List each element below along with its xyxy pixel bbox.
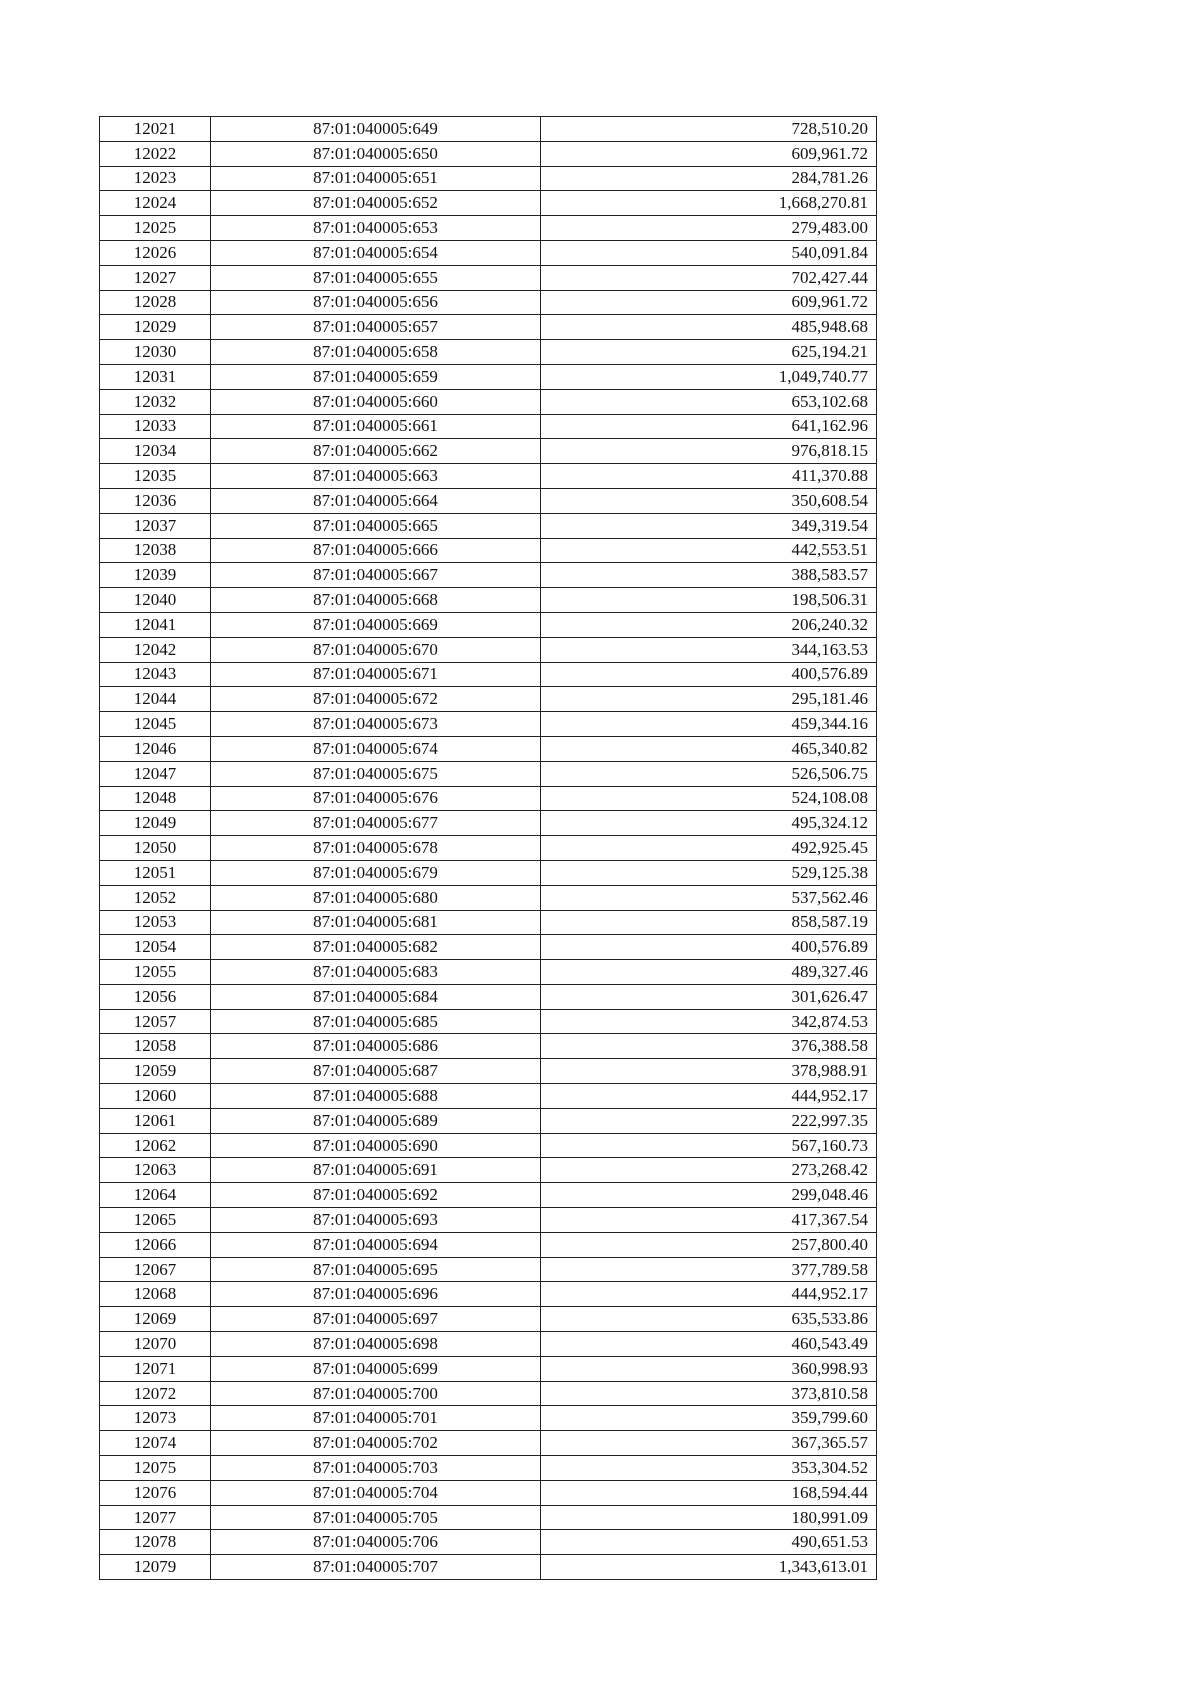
row-number-cell: 12076 — [100, 1480, 211, 1505]
table-row — [100, 1505, 877, 1530]
cadastral-value-cell: 367,365.57 — [541, 1431, 877, 1456]
cadastral-value-cell: 635,533.86 — [541, 1307, 877, 1332]
row-number-cell: 12074 — [100, 1431, 211, 1456]
cadastral-value-cell: 301,626.47 — [541, 984, 877, 1009]
table-row — [100, 687, 877, 712]
cadastral-number-cell: 87:01:040005:688 — [211, 1084, 541, 1109]
table-row — [100, 1133, 877, 1158]
cadastral-value-cell: 279,483.00 — [541, 216, 877, 241]
cadastral-number-cell: 87:01:040005:706 — [211, 1530, 541, 1555]
cadastral-value-cell: 442,553.51 — [541, 538, 877, 563]
cadastral-number-cell: 87:01:040005:657 — [211, 315, 541, 340]
cadastral-number-cell: 87:01:040005:695 — [211, 1257, 541, 1282]
cadastral-value-cell: 444,952.17 — [541, 1084, 877, 1109]
table-row — [100, 1108, 877, 1133]
cadastral-number-cell: 87:01:040005:680 — [211, 885, 541, 910]
row-number-cell: 12030 — [100, 340, 211, 365]
cadastral-value-cell: 273,268.42 — [541, 1158, 877, 1183]
table-row — [100, 1009, 877, 1034]
row-number-cell: 12032 — [100, 389, 211, 414]
row-number-cell: 12033 — [100, 414, 211, 439]
row-number-cell: 12039 — [100, 563, 211, 588]
cadastral-value-cell: 350,608.54 — [541, 488, 877, 513]
row-number-cell: 12078 — [100, 1530, 211, 1555]
cadastral-value-cell: 353,304.52 — [541, 1456, 877, 1481]
cadastral-number-cell: 87:01:040005:700 — [211, 1381, 541, 1406]
table-row — [100, 538, 877, 563]
cadastral-value-cell: 465,340.82 — [541, 736, 877, 761]
cadastral-value-cell: 459,344.16 — [541, 712, 877, 737]
table-row — [100, 1431, 877, 1456]
cadastral-value-cell: 349,319.54 — [541, 513, 877, 538]
cadastral-number-cell: 87:01:040005:669 — [211, 612, 541, 637]
cadastral-number-cell: 87:01:040005:702 — [211, 1431, 541, 1456]
row-number-cell: 12041 — [100, 612, 211, 637]
row-number-cell: 12045 — [100, 712, 211, 737]
row-number-cell: 12060 — [100, 1084, 211, 1109]
cadastral-value-cell: 206,240.32 — [541, 612, 877, 637]
cadastral-value-cell: 524,108.08 — [541, 786, 877, 811]
cadastral-number-cell: 87:01:040005:703 — [211, 1456, 541, 1481]
cadastral-value-cell: 653,102.68 — [541, 389, 877, 414]
row-number-cell: 12036 — [100, 488, 211, 513]
row-number-cell: 12049 — [100, 811, 211, 836]
cadastral-value-cell: 257,800.40 — [541, 1232, 877, 1257]
table-row — [100, 117, 877, 142]
cadastral-number-cell: 87:01:040005:691 — [211, 1158, 541, 1183]
cadastral-value-cell: 359,799.60 — [541, 1406, 877, 1431]
row-number-cell: 12054 — [100, 935, 211, 960]
cadastral-value-cell: 1,343,613.01 — [541, 1555, 877, 1580]
cadastral-number-cell: 87:01:040005:675 — [211, 761, 541, 786]
table-row — [100, 1034, 877, 1059]
row-number-cell: 12021 — [100, 117, 211, 142]
table-row — [100, 1555, 877, 1580]
cadastral-value-cell: 702,427.44 — [541, 265, 877, 290]
table-row — [100, 1332, 877, 1357]
cadastral-number-cell: 87:01:040005:655 — [211, 265, 541, 290]
cadastral-value-cell: 444,952.17 — [541, 1282, 877, 1307]
cadastral-number-cell: 87:01:040005:671 — [211, 662, 541, 687]
cadastral-value-cell: 625,194.21 — [541, 340, 877, 365]
row-number-cell: 12069 — [100, 1307, 211, 1332]
cadastral-number-cell: 87:01:040005:704 — [211, 1480, 541, 1505]
cadastral-number-cell: 87:01:040005:662 — [211, 439, 541, 464]
table-row — [100, 960, 877, 985]
cadastral-number-cell: 87:01:040005:652 — [211, 191, 541, 216]
row-number-cell: 12059 — [100, 1059, 211, 1084]
cadastral-number-cell: 87:01:040005:658 — [211, 340, 541, 365]
cadastral-value-cell: 858,587.19 — [541, 910, 877, 935]
cadastral-value-cell: 526,506.75 — [541, 761, 877, 786]
table-row — [100, 860, 877, 885]
cadastral-value-cell: 411,370.88 — [541, 464, 877, 489]
row-number-cell: 12061 — [100, 1108, 211, 1133]
table-row — [100, 761, 877, 786]
table-row — [100, 513, 877, 538]
cadastral-number-cell: 87:01:040005:664 — [211, 488, 541, 513]
row-number-cell: 12022 — [100, 141, 211, 166]
table-row — [100, 1208, 877, 1233]
row-number-cell: 12055 — [100, 960, 211, 985]
row-number-cell: 12058 — [100, 1034, 211, 1059]
cadastral-number-cell: 87:01:040005:661 — [211, 414, 541, 439]
row-number-cell: 12053 — [100, 910, 211, 935]
table-row — [100, 910, 877, 935]
cadastral-number-cell: 87:01:040005:663 — [211, 464, 541, 489]
table-row — [100, 1158, 877, 1183]
row-number-cell: 12040 — [100, 588, 211, 613]
cadastral-number-cell: 87:01:040005:672 — [211, 687, 541, 712]
cadastral-number-cell: 87:01:040005:651 — [211, 166, 541, 191]
cadastral-number-cell: 87:01:040005:707 — [211, 1555, 541, 1580]
row-number-cell: 12052 — [100, 885, 211, 910]
row-number-cell: 12046 — [100, 736, 211, 761]
cadastral-number-cell: 87:01:040005:681 — [211, 910, 541, 935]
table-row — [100, 364, 877, 389]
cadastral-value-cell: 485,948.68 — [541, 315, 877, 340]
cadastral-value-cell: 284,781.26 — [541, 166, 877, 191]
row-number-cell: 12065 — [100, 1208, 211, 1233]
table-row — [100, 488, 877, 513]
row-number-cell: 12028 — [100, 290, 211, 315]
row-number-cell: 12042 — [100, 637, 211, 662]
cadastral-number-cell: 87:01:040005:682 — [211, 935, 541, 960]
cadastral-value-cell: 609,961.72 — [541, 141, 877, 166]
table-row — [100, 240, 877, 265]
cadastral-value-cell: 641,162.96 — [541, 414, 877, 439]
row-number-cell: 12043 — [100, 662, 211, 687]
cadastral-value-cell: 537,562.46 — [541, 885, 877, 910]
table-row — [100, 1257, 877, 1282]
table-row — [100, 1530, 877, 1555]
table-row — [100, 1381, 877, 1406]
table-row — [100, 414, 877, 439]
cadastral-number-cell: 87:01:040005:666 — [211, 538, 541, 563]
cadastral-number-cell: 87:01:040005:694 — [211, 1232, 541, 1257]
cadastral-value-cell: 198,506.31 — [541, 588, 877, 613]
cadastral-value-cell: 388,583.57 — [541, 563, 877, 588]
cadastral-number-cell: 87:01:040005:705 — [211, 1505, 541, 1530]
cadastral-value-cell: 728,510.20 — [541, 117, 877, 142]
cadastral-number-cell: 87:01:040005:668 — [211, 588, 541, 613]
cadastral-number-cell: 87:01:040005:698 — [211, 1332, 541, 1357]
cadastral-number-cell: 87:01:040005:667 — [211, 563, 541, 588]
cadastral-number-cell: 87:01:040005:701 — [211, 1406, 541, 1431]
cadastral-number-cell: 87:01:040005:690 — [211, 1133, 541, 1158]
table-row — [100, 885, 877, 910]
cadastral-number-cell: 87:01:040005:692 — [211, 1183, 541, 1208]
cadastral-number-cell: 87:01:040005:674 — [211, 736, 541, 761]
cadastral-number-cell: 87:01:040005:689 — [211, 1108, 541, 1133]
cadastral-number-cell: 87:01:040005:699 — [211, 1356, 541, 1381]
cadastral-number-cell: 87:01:040005:693 — [211, 1208, 541, 1233]
cadastral-number-cell: 87:01:040005:679 — [211, 860, 541, 885]
cadastral-value-cell: 495,324.12 — [541, 811, 877, 836]
row-number-cell: 12072 — [100, 1381, 211, 1406]
table-row — [100, 1232, 877, 1257]
table-row — [100, 612, 877, 637]
row-number-cell: 12068 — [100, 1282, 211, 1307]
cadastral-value-cell: 295,181.46 — [541, 687, 877, 712]
table-row — [100, 811, 877, 836]
cadastral-number-cell: 87:01:040005:684 — [211, 984, 541, 1009]
row-number-cell: 12050 — [100, 836, 211, 861]
table-row — [100, 1356, 877, 1381]
cadastral-value-cell: 377,789.58 — [541, 1257, 877, 1282]
cadastral-value-cell: 376,388.58 — [541, 1034, 877, 1059]
cadastral-number-cell: 87:01:040005:650 — [211, 141, 541, 166]
table-row — [100, 166, 877, 191]
cadastral-number-cell: 87:01:040005:685 — [211, 1009, 541, 1034]
cadastral-value-cell: 492,925.45 — [541, 836, 877, 861]
row-number-cell: 12026 — [100, 240, 211, 265]
table-row — [100, 637, 877, 662]
row-number-cell: 12057 — [100, 1009, 211, 1034]
row-number-cell: 12037 — [100, 513, 211, 538]
row-number-cell: 12073 — [100, 1406, 211, 1431]
cadastral-value-cell: 976,818.15 — [541, 439, 877, 464]
cadastral-number-cell: 87:01:040005:660 — [211, 389, 541, 414]
row-number-cell: 12062 — [100, 1133, 211, 1158]
cadastral-number-cell: 87:01:040005:697 — [211, 1307, 541, 1332]
table-row — [100, 340, 877, 365]
table-row — [100, 464, 877, 489]
cadastral-value-cell: 222,997.35 — [541, 1108, 877, 1133]
row-number-cell: 12024 — [100, 191, 211, 216]
row-number-cell: 12067 — [100, 1257, 211, 1282]
table-body — [100, 117, 877, 1580]
table-row — [100, 1480, 877, 1505]
cadastral-value-cell: 180,991.09 — [541, 1505, 877, 1530]
table-row — [100, 141, 877, 166]
table-row — [100, 389, 877, 414]
row-number-cell: 12064 — [100, 1183, 211, 1208]
cadastral-number-cell: 87:01:040005:670 — [211, 637, 541, 662]
cadastral-number-cell: 87:01:040005:677 — [211, 811, 541, 836]
cadastral-number-cell: 87:01:040005:673 — [211, 712, 541, 737]
table-row — [100, 736, 877, 761]
table-row — [100, 1084, 877, 1109]
row-number-cell: 12035 — [100, 464, 211, 489]
row-number-cell: 12038 — [100, 538, 211, 563]
table-row — [100, 712, 877, 737]
cadastral-value-cell: 168,594.44 — [541, 1480, 877, 1505]
table-row — [100, 1183, 877, 1208]
table-row — [100, 1282, 877, 1307]
row-number-cell: 12034 — [100, 439, 211, 464]
table-row — [100, 984, 877, 1009]
table-row — [100, 786, 877, 811]
table-row — [100, 191, 877, 216]
table-row — [100, 588, 877, 613]
row-number-cell: 12079 — [100, 1555, 211, 1580]
table-row — [100, 935, 877, 960]
table-row — [100, 216, 877, 241]
cadastral-value-cell: 360,998.93 — [541, 1356, 877, 1381]
row-number-cell: 12051 — [100, 860, 211, 885]
cadastral-value-cell: 400,576.89 — [541, 662, 877, 687]
row-number-cell: 12066 — [100, 1232, 211, 1257]
cadastral-number-cell: 87:01:040005:665 — [211, 513, 541, 538]
table-row — [100, 265, 877, 290]
cadastral-number-cell: 87:01:040005:653 — [211, 216, 541, 241]
cadastral-value-cell: 490,651.53 — [541, 1530, 877, 1555]
cadastral-value-cell: 344,163.53 — [541, 637, 877, 662]
cadastral-value-cell: 1,049,740.77 — [541, 364, 877, 389]
cadastral-value-cell: 567,160.73 — [541, 1133, 877, 1158]
cadastral-value-cell: 1,668,270.81 — [541, 191, 877, 216]
cadastral-value-cell: 417,367.54 — [541, 1208, 877, 1233]
cadastral-number-cell: 87:01:040005:649 — [211, 117, 541, 142]
row-number-cell: 12044 — [100, 687, 211, 712]
row-number-cell: 12071 — [100, 1356, 211, 1381]
row-number-cell: 12047 — [100, 761, 211, 786]
cadastral-value-cell: 373,810.58 — [541, 1381, 877, 1406]
table-row — [100, 662, 877, 687]
cadastral-number-cell: 87:01:040005:683 — [211, 960, 541, 985]
cadastral-value-cell: 529,125.38 — [541, 860, 877, 885]
cadastral-value-table — [99, 116, 877, 1580]
cadastral-value-cell: 489,327.46 — [541, 960, 877, 985]
table-row — [100, 563, 877, 588]
cadastral-number-cell: 87:01:040005:654 — [211, 240, 541, 265]
row-number-cell: 12025 — [100, 216, 211, 241]
cadastral-value-cell: 378,988.91 — [541, 1059, 877, 1084]
cadastral-number-cell: 87:01:040005:659 — [211, 364, 541, 389]
cadastral-number-cell: 87:01:040005:678 — [211, 836, 541, 861]
row-number-cell: 12077 — [100, 1505, 211, 1530]
row-number-cell: 12048 — [100, 786, 211, 811]
cadastral-number-cell: 87:01:040005:656 — [211, 290, 541, 315]
row-number-cell: 12023 — [100, 166, 211, 191]
cadastral-value-cell: 342,874.53 — [541, 1009, 877, 1034]
table-row — [100, 439, 877, 464]
row-number-cell: 12070 — [100, 1332, 211, 1357]
table-row — [100, 1307, 877, 1332]
cadastral-number-cell: 87:01:040005:686 — [211, 1034, 541, 1059]
table-row — [100, 1406, 877, 1431]
cadastral-value-cell: 540,091.84 — [541, 240, 877, 265]
table-row — [100, 1456, 877, 1481]
row-number-cell: 12056 — [100, 984, 211, 1009]
cadastral-number-cell: 87:01:040005:676 — [211, 786, 541, 811]
cadastral-value-cell: 460,543.49 — [541, 1332, 877, 1357]
table-row — [100, 836, 877, 861]
cadastral-value-cell: 609,961.72 — [541, 290, 877, 315]
cadastral-value-cell: 299,048.46 — [541, 1183, 877, 1208]
cadastral-number-cell: 87:01:040005:696 — [211, 1282, 541, 1307]
table-row — [100, 315, 877, 340]
table-row — [100, 290, 877, 315]
table-row — [100, 1059, 877, 1084]
cadastral-value-cell: 400,576.89 — [541, 935, 877, 960]
row-number-cell: 12029 — [100, 315, 211, 340]
cadastral-number-cell: 87:01:040005:687 — [211, 1059, 541, 1084]
row-number-cell: 12075 — [100, 1456, 211, 1481]
row-number-cell: 12063 — [100, 1158, 211, 1183]
row-number-cell: 12031 — [100, 364, 211, 389]
row-number-cell: 12027 — [100, 265, 211, 290]
